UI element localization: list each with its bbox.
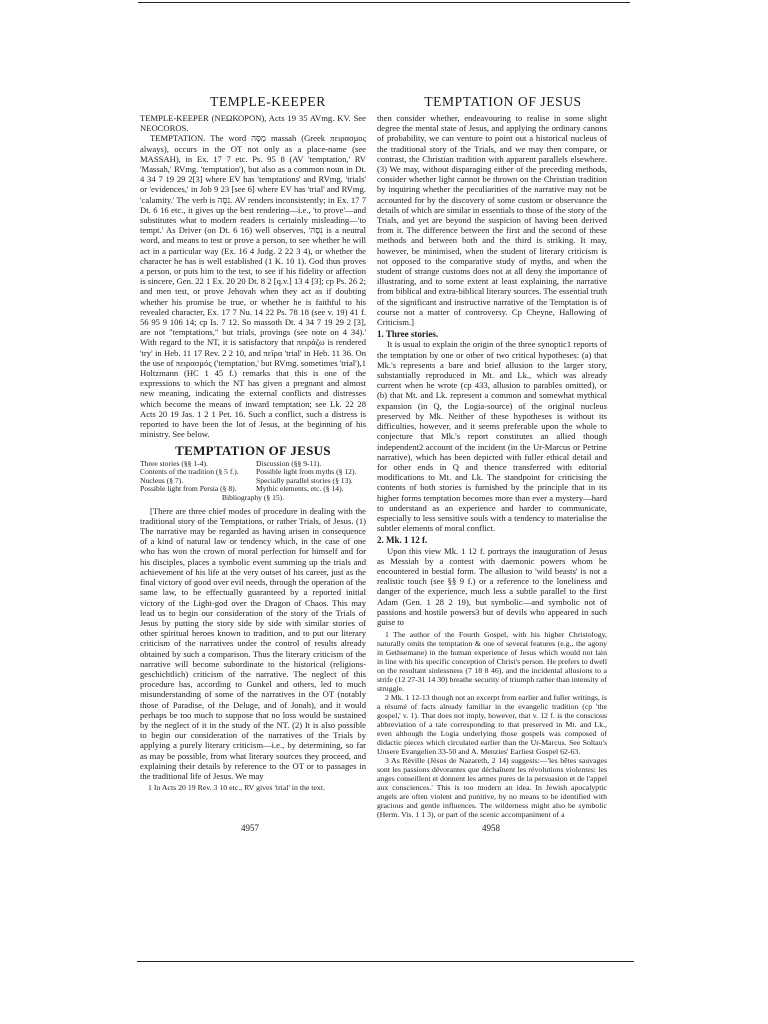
left-running-head: TEMPLE-KEEPER [210, 94, 326, 109]
toc-item: Contents of the tradition (§ 5 f.). [140, 467, 239, 477]
body-paragraph: Upon this view Mk. 1 12 f. portrays the inauguration of Jesus as Messiah by a contest with daemonic powers whom he encountered in bestial form. The allusion to 'wild beasts' is not a realistic touch (see §§ 9 f.) or a reference to the loneliness and danger of the experience, much less a subtle parallel to the first Adam (Gen. 1 28 2 19), but symbolic—and symbolic not of passions and hostile powers3 but of devils who appeared in such guise to [377, 545, 607, 627]
side-heading: 1. Three stories. [377, 329, 439, 340]
footnote: 1 The author of the Fourth Gospel, with his higher Christology, naturally omits the temptation & one of several features (e.g., the agony in Gethsemane) in the human experience of Jesus which would not lain in line with his specific conception of Christ's person. He prefers to dwell on the resultant sinlessness (7 18 8 46), and the incidental allusions to a strife (12 27-31 14 30) breathe security of triumph rather than intensity of struggle. [377, 630, 607, 694]
body-paragraph: then consider whether, endeavouring to realise in some slight degree the mental state of Jesus, and applying the ordinary canons of probability, we can venture to point out a historical nucleus of the traditional story of the Trials, and we may then compare, or contrast, the Christian tradition with apparent parallels elsewhere. (3) We may, without disparaging either of the preceding methods, consider whether light cannot be thrown on the Christian tradition by inquiring whether the peculiarities of the narrative may not be accounted for by the discovery of some custom or observance the details of which are similar in essentials to those of the story of the Trials, and yet are beyond the suspicion of having been derived from it. The difference between the first and the second of these methods and between both and the third is striking. It may, however, be minimised, when the student of literary criticism is not opposed to the comparative study of myths, and when the student of strange customs does not at all deny the importance of illustrating, and to some extent at least explaining, the narrative from biblical and extra-biblical literary sources. The essential truth of the significant and instructive narrative of the Temptation is of course not a matter of controversy. Cp Cheyne, Hallowing of Criticism.] [377, 113, 607, 328]
right-page-number: 4958 [482, 823, 500, 833]
bottom-rule [137, 961, 634, 962]
toc-item: Discussion (§§ 9-11). [256, 458, 322, 468]
toc-item: Three stories (§§ 1-4). [140, 458, 208, 468]
toc-item: Specially parallel stories (§ 13). [256, 475, 353, 485]
section-title: TEMPTATION OF JESUS [175, 442, 331, 458]
section-contents [140, 460, 366, 503]
body-paragraph: [There are three chief modes of procedure in dealing with the traditional story of the Temptations, or rather Trials, of Jesus. (1) The narrative may be regarded as having arisen in consequence of a kind of natural law or tendency which, in the case of one who has won the crown of moral perfection for himself and for his disciples, places a symbolic event summing up the trials and achievement of his life at the very outset of his career, just as the final victory of good over evil needs, through the operation of the same law, to be effectually guaranteed by a reported initial victory of the Light-god over the Dragon of Chaos. This may lead us to begin our consideration of the story of the Trials of Jesus by putting the story side by side with similar stories of other spiritual heroes known to tradition, and to put our literary criticism of the narratives under the control of results already obtained by such a comparison. Thus the literary criticism of the narrative will become subordinate to the historical (religions-geschichtlich) criticism of the narrative. The neglect of this procedure has, according to Gunkel and others, led to much misunderstanding of some of the narratives in the OT (notably those of Paradise, of the Deluge, and of Jonah), and it would perhaps be too much to suppose that no loss would be sustained by the neglect of it in the study of the NT. (2) It is also possible to begin our consideration of the narratives of the Trials by applying a purely literary criticism—i.e., by determining, so far as may be possible, from what literary sources they proceed, and explaining their details by reference to the OT or to passages in the traditional life of Jesus. We may [140, 505, 366, 781]
right-running-head: TEMPTATION OF JESUS [424, 94, 582, 109]
top-rule [138, 2, 630, 3]
left-column [140, 113, 366, 792]
toc-item: Bibliography (§ 15). [221, 493, 285, 503]
entry-temple-keeper: TEMPLE-KEEPER (ΝΕΩΚΟΡΟΝ), Acts 19 35 AVmg. KV. See NEOCOROS. [140, 113, 366, 134]
toc-item: Possible light from myths (§ 12). [256, 467, 357, 477]
right-footnotes [377, 630, 607, 819]
toc-item: Mythic elements, etc. (§ 14). [256, 484, 344, 494]
footnote: 3 As Réville (Jésus de Nazareth, 2 14) suggests:—'les bêtes sauvages sont les passions dévorantes que déchaînent les révolutions violentes: les anges conseillent et donnent les armes pures de la persuasion et de l'appel aux consciences.' This is too modern an idea. In Jewish apocalyptic angels are often violent and punitive, by no means to be identified with gracious and gentle influences. The wilderness might also be symbolic (Herm. Vis. 1 1 3), or part of the scenic accompaniment of a [377, 756, 607, 820]
entry-temptation: TEMPTATION. The word מַסָּה massah (Greek πειρασμος always), occurs in the OT not only as a place-name (see MASSAH), in Ex. 17 7 etc. Ps. 95 8 (AV 'temptation,' RV 'Massah,' RVmg. 'temptation'), but also as a common noun in Dt. 4 34 7 19 29 2[3] where EV has 'temptations' and RVmg. 'trials' or 'evidences,' in Job 9 23 [see 6] where EV has 'trial' and RVmg. 'calamity.' The verb is נִסָּה. AV renders inconsistently; in Ex. 17 7 Dt. 6 16 etc., it gives up the best rendering—i.e., 'to prove'—and substitutes what to modern readers is certainly misleading—'to tempt.' As Driver (on Dt. 6 16) well observes, 'נִסָּה is a neutral word, and means to test or prove a person, to see whether he will act in a particular way (Ex. 16 4 Judg. 2 22 3 4), or whether the character he has is well established (1 K. 10 1). God thus proves a person, or puts him to the test, to see if his fidelity or affection is sincere, Gen. 22 1 Ex. 20 20 Dt. 8 2 [q.v.] 13 4 [3]; cp Ps. 26 2; and men test, or prove Jehovah when they act as if doubting whether his promise be true, or whether he is faithful to his revealed character, Ex. 17 7 Nu. 14 22 Ps. 78 18 (see v. 19) 41 f. 56 95 9 106 14; cp Is. 7 12. So massoth Dt. 4 34 7 19 29 2 [3], are not "temptations," but trials, provings (see note on 4 34).' With regard to the NT, it is satisfactory that πειράζω is rendered 'try' in Heb. 11 17 Rev. 2 2 10, and πεῖρα 'trial' in Heb. 11 36. On the use of πειρασμός ('temptation,' but RVmg. sometimes 'trial'),1 Holtzmann (HC 1 45 f.) remarks that this is one of the expressions to which the NT has given a pregnant and almost new meaning, indicating the external conflicts and distresses which become the means of inward temptation; see Lk. 22 28 Acts 20 19 Jas. 1 2 1 Pet. 16. Such a conflict, such a distress is reported to have been the lot of Jesus, at the beginning of his ministry. See below. [140, 133, 366, 440]
side-heading: 2. Mk. 1 12 f. [377, 535, 428, 546]
left-page-number: 4957 [241, 823, 259, 833]
left-footnotes [140, 783, 366, 792]
toc-item: Possible light from Persia (§ 8). [140, 484, 237, 494]
toc-item: Nucleus (§ 7). [140, 475, 184, 485]
right-column [377, 113, 607, 819]
body-paragraph: It is usual to explain the origin of the three synoptic1 reports of the temptation by one or other of two critical hypotheses: (a) that Mk.'s represents a bare and brief allusion to the larger story, substantially reproduced in Mt. and Lk., which was already current when he wrote (cp 433, allusion to parables omitted), or (b) that Mt. and Lk. represent a common and somewhat mythical expansion (in Q, the Logia-source) of the original nucleus preserved by Mk. Neither of these hypotheses is without its difficulties, however, and it seems preferable upon the whole to conjecture that Mk.'s report constitutes an allied though independent2 account of the incident (in the Ur-Marcus or Petrine narrative), which has been depicted with fuller ethical detail and for other ends in Q and thence transferred with editorial modifications to Mt. and Lk. The standpoint for criticising the contents of both stories is furnished by the principle that in its higher forms temptation becomes more than ever a mystery—hard to understand as an experience and harder to communicate, especially to less sensitive souls with a tendency to materialise the subtler elements of moral conflict. [377, 339, 607, 534]
footnote: 1 In Acts 20 19 Rev. 3 10 etc., RV gives 'trial' in the text. [148, 783, 325, 793]
footnote: 2 Mk. 1 12-13 though not an excerpt from earlier and fuller writings, is a résumé of facts already familiar in the evangelic tradition (cp 'the gospel,' v. 1). That does not imply, however, that v. 12 f. is the conscious abbreviation of a tale corresponding to that preserved in Mt. and Lk., even although the Logia underlying those gospels was composed of didactic pieces which circulated earlier than the Ur-Marcus. See Soltau's Unsere Evangelien 33-50 and A. Menzies' Earliest Gospel 62-63. [377, 693, 607, 757]
